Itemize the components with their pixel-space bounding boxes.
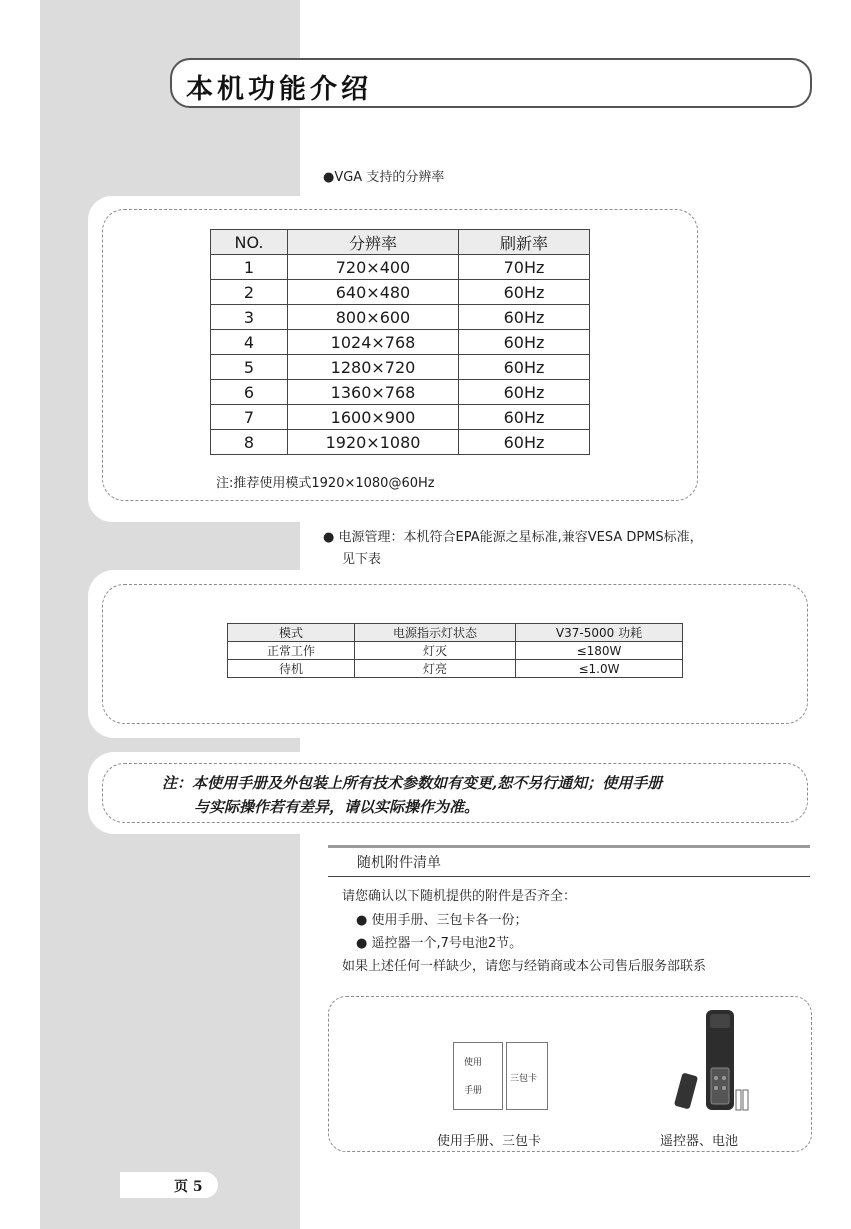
page-title: 本机功能介绍 [186,74,372,105]
page-number-tab [120,1172,218,1198]
vga-cell: 1 [211,255,288,280]
vga-table-row [211,380,590,405]
vga-cell: 1280×720 [288,355,459,380]
accessories-top-rule [328,845,810,848]
vga-table-row [211,255,590,280]
accessories-divider [328,876,810,877]
remote-battery-icon [668,1008,778,1112]
vga-cell: 3 [211,305,288,330]
vga-heading: ●VGA 支持的分辨率 [323,170,445,185]
vga-cell: 1024×768 [288,330,459,355]
warranty-card-illustration [506,1042,548,1110]
vga-cell: 720×400 [288,255,459,280]
vga-cell: 1360×768 [288,380,459,405]
accessories-line-3: ● 遥控器一个,7号电池2节。 [356,936,523,951]
caption-remote-battery: 遥控器、电池 [660,1134,739,1149]
vga-table-row [211,330,590,355]
power-bullet: ● 电源管理：本机符合EPA能源之星标准,兼容VESA DPMS标准， [323,530,703,545]
vga-cell: 60Hz [459,380,590,405]
page-title-box [170,58,812,108]
power-cell: ≤180W [516,642,683,660]
vga-cell: 1920×1080 [288,430,459,455]
vga-cell: 60Hz [459,430,590,455]
vga-col-resolution: 分辨率 [288,230,459,255]
battery-cover [674,1073,698,1110]
power-col-indicator: 电源指示灯状态 [355,624,516,642]
vga-cell: 1600×900 [288,405,459,430]
vga-cell: 2 [211,280,288,305]
vga-cell: 60Hz [459,330,590,355]
power-table [227,623,683,678]
accessories-line-2: ● 使用手册、三包卡各一份； [356,913,528,928]
page-number: 页 5 [174,1179,203,1195]
accessories-line-1: 请您确认以下随机提供的附件是否齐全： [342,889,577,904]
vga-table-row [211,430,590,455]
manual-illustration [453,1042,503,1110]
vga-table-row [211,305,590,330]
vga-table-row [211,280,590,305]
power-col-consumption: V37-5000 功耗 [516,624,683,642]
vga-cell: 60Hz [459,405,590,430]
vga-col-no: NO. [211,230,288,255]
vga-table-row [211,405,590,430]
warranty-card-label: 三包卡 [510,1074,538,1084]
vga-col-refresh: 刷新率 [459,230,590,255]
accessories-line-4: 如果上述任何一样缺少，请您与经销商或本公司售后服务部联系 [342,959,707,974]
vga-cell: 8 [211,430,288,455]
vga-cell: 640×480 [288,280,459,305]
notice-line-2: 与实际操作若有差异，请以实际操作为准。 [194,798,480,816]
vga-cell: 5 [211,355,288,380]
power-table-row [228,642,683,660]
vga-cell: 7 [211,405,288,430]
vga-table [210,229,590,455]
power-col-mode: 模式 [228,624,355,642]
power-cell: ≤1.0W [516,660,683,678]
battery-2 [743,1090,748,1110]
vga-note: 注:推荐使用模式1920×1080@60Hz [216,476,435,491]
notice-line-1: 注：本使用手册及外包装上所有技术参数如有变更,恕不另行通知；使用手册 [162,774,663,792]
vga-cell: 800×600 [288,305,459,330]
accessories-heading: 随机附件清单 [357,855,441,871]
power-cell: 灯灭 [355,642,516,660]
power-bullet-cont: 见下表 [342,552,382,567]
caption-manual-card: 使用手册、三包卡 [437,1134,542,1149]
power-cell: 待机 [228,660,355,678]
power-table-row [228,660,683,678]
vga-cell: 60Hz [459,355,590,380]
manual-label-1: 使用 [464,1058,483,1068]
vga-cell: 60Hz [459,280,590,305]
vga-cell: 60Hz [459,305,590,330]
vga-table-row [211,355,590,380]
manual-label-2: 手册 [464,1086,483,1096]
power-cell: 正常工作 [228,642,355,660]
power-cell: 灯亮 [355,660,516,678]
vga-cell: 6 [211,380,288,405]
vga-cell: 4 [211,330,288,355]
battery-1 [736,1090,741,1110]
vga-cell: 70Hz [459,255,590,280]
